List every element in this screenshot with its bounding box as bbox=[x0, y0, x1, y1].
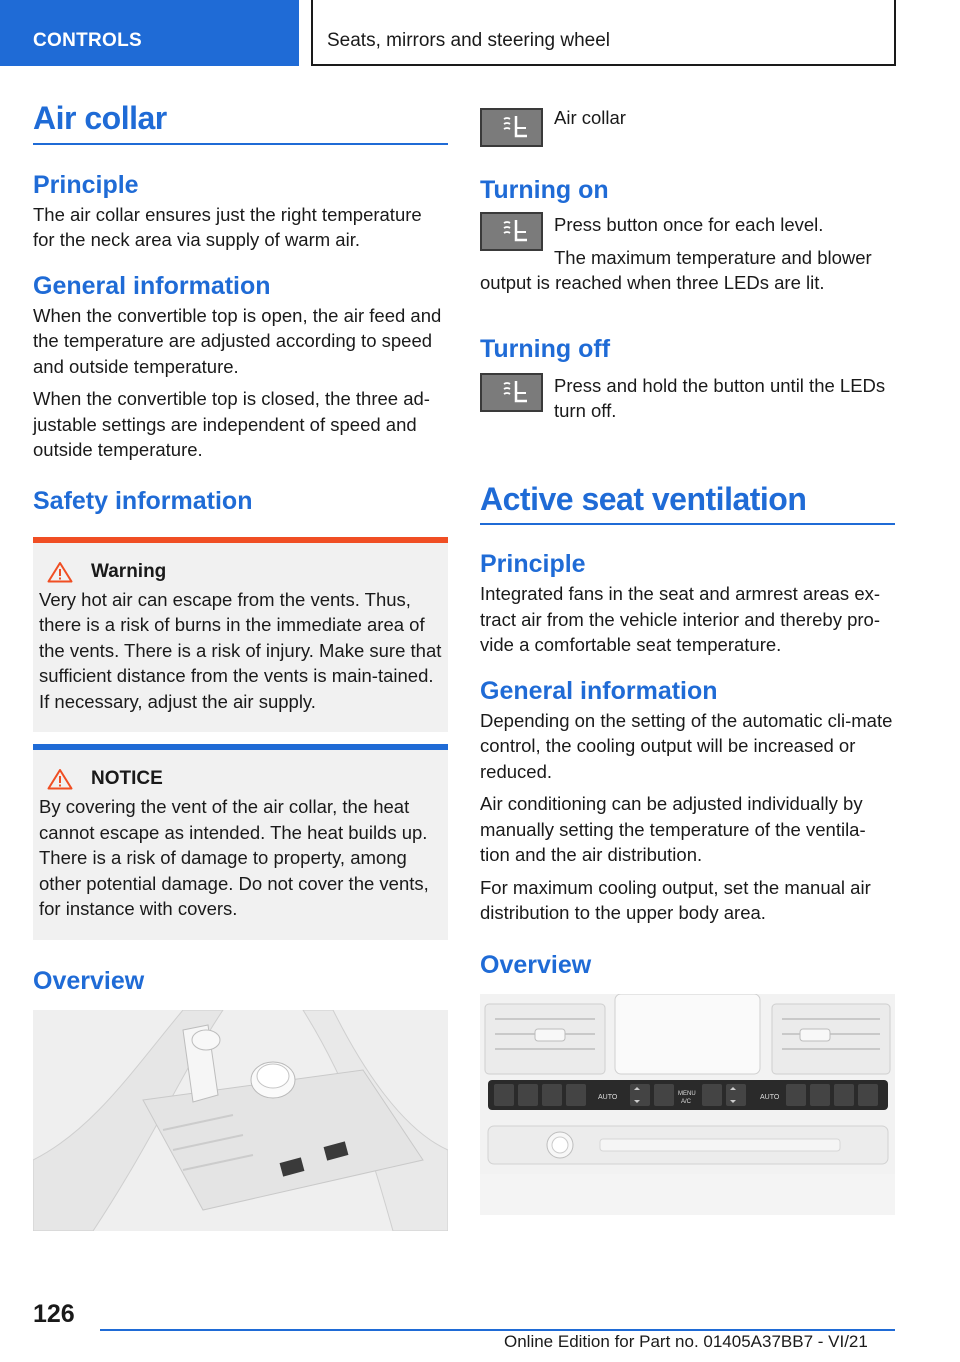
page-number: 126 bbox=[33, 1300, 75, 1328]
chapter-label: Seats, mirrors and steering wheel bbox=[327, 30, 611, 51]
notice-title: NOTICE bbox=[91, 768, 163, 790]
heading-general-information-right: General information bbox=[480, 676, 718, 705]
heading-overview-right: Overview bbox=[480, 950, 592, 979]
section-title-air-collar: Air collar bbox=[33, 100, 167, 136]
turning-on-text-2: The maximum temperature and blower output is reached when three LEDs are lit. bbox=[480, 246, 872, 293]
warning-box bbox=[33, 537, 448, 733]
chapter-tab bbox=[311, 0, 896, 66]
center-console-image bbox=[33, 1010, 448, 1231]
turning-on-button-icon bbox=[480, 212, 543, 251]
heading-safety-information: Safety information bbox=[33, 486, 253, 515]
general-text-2: When the convertible top is closed, the three ad-justable settings are independent of speed and outside temperature. bbox=[33, 388, 430, 461]
notice-box bbox=[33, 744, 448, 940]
title-rule bbox=[33, 143, 448, 145]
heading-overview-left: Overview bbox=[33, 966, 145, 995]
warning-title: Warning bbox=[91, 560, 167, 582]
notice-title-row bbox=[39, 768, 442, 790]
turning-on-text-1: Press button once for each level. bbox=[554, 214, 824, 235]
general-text-right-1: Depending on the setting of the automatic cli-mate control, the cooling output will be increased or reduced. bbox=[480, 709, 893, 782]
section-title-active-seat-ventilation: Active seat ventilation bbox=[480, 480, 807, 517]
heading-turning-on: Turning on bbox=[480, 176, 609, 204]
air-collar-button-label: Air collar bbox=[554, 107, 626, 128]
title-rule-right bbox=[480, 523, 895, 525]
turning-on-block bbox=[480, 212, 895, 296]
turning-off-block bbox=[480, 373, 895, 424]
panel-label-auto-right: AUTO bbox=[760, 1093, 780, 1101]
panel-label-ac: A/C bbox=[681, 1098, 692, 1105]
heading-principle-right: Principle bbox=[480, 550, 586, 579]
panel-label-menu: MENU bbox=[678, 1090, 696, 1097]
principle-text-right: Integrated fans in the seat and armrest areas ex-tract air from the vehicle interior and thereby pro-vide a comfortable seat temperature. bbox=[480, 583, 881, 656]
notice-triangle-icon bbox=[47, 768, 73, 790]
general-text-right-3: For maximum cooling output, set the manual air distribution to the upper body area. bbox=[480, 876, 871, 924]
climate-panel-image bbox=[480, 994, 895, 1215]
warning-triangle-icon bbox=[47, 561, 73, 583]
warning-text: Very hot air can escape from the vents. Thus, there is a risk of burns in the immediate area of the vents. There is a risk of injury. Make sure that sufficient distance from the vents is main-tained. If necessary, adjust the air supply. bbox=[39, 588, 442, 712]
general-text-right-2: Air conditioning can be adjusted individually by manually setting the temperature of the ventila-tion and the air distribution. bbox=[480, 793, 866, 866]
notice-text: By covering the vent of the air collar, the heat cannot escape as intended. The heat builds up. There is a risk of damage to property, among other potential damage. Do not cover the vents, for instance with covers. bbox=[39, 796, 429, 920]
center-console-illustration bbox=[33, 1010, 448, 1231]
heading-principle: Principle bbox=[33, 170, 139, 199]
heading-general-information: General information bbox=[33, 271, 271, 300]
general-text-1: When the convertible top is open, the air feed and the temperature are adjusted according to speed and outside temperature. bbox=[33, 304, 442, 377]
right-column bbox=[480, 108, 895, 1215]
turning-off-text: Press and hold the button until the LEDs turn off. bbox=[554, 374, 886, 421]
footer-edition: Online Edition for Part no. 01405A37BB7 - VI/21 bbox=[504, 1332, 868, 1351]
principle-text: The air collar ensures just the right temperature for the neck area via supply of warm air. bbox=[33, 203, 422, 251]
left-column bbox=[33, 100, 448, 1231]
air-collar-button-icon bbox=[480, 108, 543, 147]
warning-title-row bbox=[39, 561, 442, 583]
heading-turning-off: Turning off bbox=[480, 334, 611, 363]
footer-rule bbox=[100, 1329, 895, 1331]
section-label: CONTROLS bbox=[33, 30, 143, 51]
panel-label-auto-left: AUTO bbox=[598, 1093, 618, 1101]
turning-off-button-icon bbox=[480, 373, 543, 412]
climate-panel-illustration bbox=[480, 994, 895, 1215]
section-tab bbox=[0, 0, 299, 66]
air-collar-button-row bbox=[480, 108, 895, 147]
